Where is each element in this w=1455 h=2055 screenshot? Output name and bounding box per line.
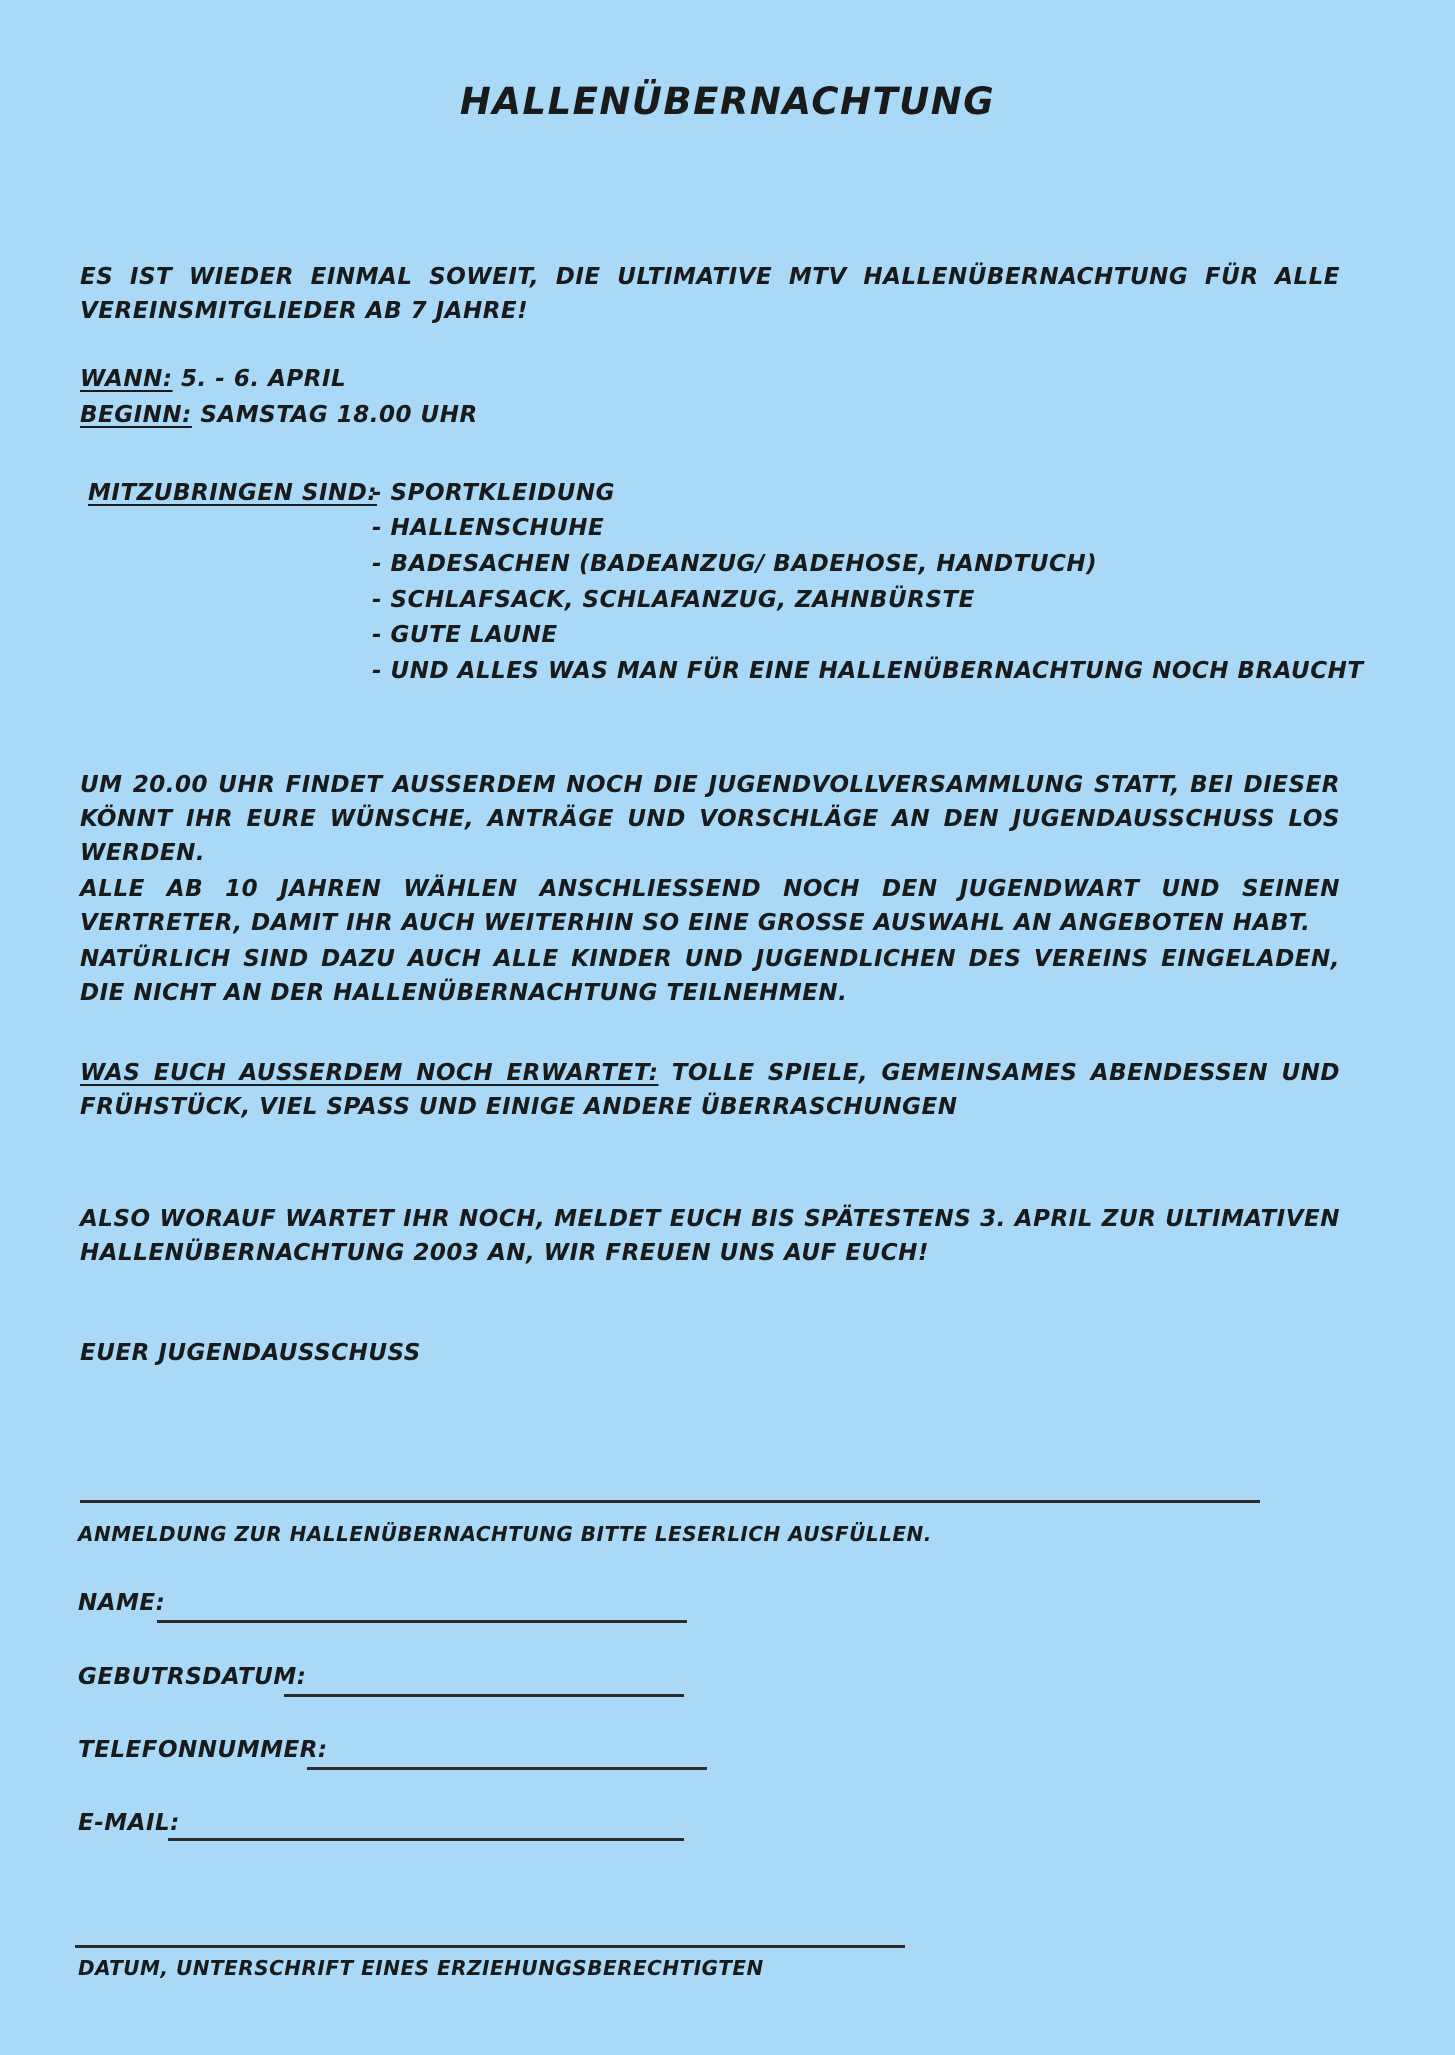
name-field[interactable] <box>157 1620 687 1623</box>
invitation-paragraph: NATÜRLICH SIND DAZU AUCH ALLE KINDER UND JUGENDLICHEN DES VEREINS EINGELADEN, DIE NICHT AN DER HALLENÜBERNACHTUNG TEILNEHMEN. <box>80 946 1340 1006</box>
signature-text: EUER JUGENDAUSSCHUSS <box>80 1340 421 1366</box>
start-line <box>80 402 478 428</box>
email-label: E-MAIL: <box>78 1810 180 1836</box>
intro-text: ES IST WIEDER EINMAL SOWEIT, DIE ULTIMATIVE MTV HALLENÜBERNACHTUNG FÜR ALLE VEREINSMITGLIEDER AB 7 JAHRE! <box>80 264 1340 324</box>
start-label: BEGINN: <box>80 402 192 428</box>
expect-label: WAS EUCH AUSSERDEM NOCH ERWARTET: <box>80 1060 659 1086</box>
bring-item: - BADESACHEN (BADEANZUG/ BADEHOSE, HANDTUCH) <box>372 551 1098 577</box>
bring-label: MITZUBRINGEN SIND: <box>88 480 378 506</box>
when-value: 5. - 6. APRIL <box>172 366 347 392</box>
birthdate-field[interactable] <box>284 1694 684 1697</box>
registration-note: ANMELDUNG ZUR HALLENÜBERNACHTUNG BITTE LESERLICH AUSFÜLLEN. <box>78 1522 932 1546</box>
election-paragraph: ALLE AB 10 JAHREN WÄHLEN ANSCHLIESSEND NOCH DEN JUGENDWART UND SEINEN VERTRETER, DAMIT IHR AUCH WEITERHIN SO EINE GROSSE AUSWAHL AN ANGEBOTEN HABT. <box>80 876 1340 936</box>
bring-item: - SPORTKLEIDUNG <box>372 480 616 506</box>
start-value: SAMSTAG 18.00 UHR <box>191 402 478 428</box>
closing-paragraph: ALSO WORAUF WARTET IHR NOCH, MELDET EUCH BIS SPÄTESTENS 3. APRIL ZUR ULTIMATIVEN HALLENÜBERNACHTUNG 2003 AN, WIR FREUEN UNS AUF EUCH! <box>80 1206 1340 1266</box>
bring-item: - GUTE LAUNE <box>372 622 558 648</box>
bring-item: - UND ALLES WAS MAN FÜR EINE HALLENÜBERNACHTUNG NOCH BRAUCHT <box>372 658 1364 684</box>
expect-value: TOLLE SPIELE, GEMEINSAMES ABENDESSEN UND FRÜHSTÜCK, VIEL SPASS UND EINIGE ANDERE ÜBERRASCHUNGEN <box>80 1060 1340 1120</box>
guardian-signature-line[interactable] <box>75 1945 905 1948</box>
email-field[interactable] <box>168 1838 684 1841</box>
when-line <box>80 366 346 392</box>
cut-line <box>80 1500 1260 1503</box>
name-label: NAME: <box>78 1590 166 1616</box>
when-label: WANN: <box>80 366 173 392</box>
phone-label: TELEFONNUMMER: <box>78 1737 328 1763</box>
bring-item: - HALLENSCHUHE <box>372 515 605 541</box>
guardian-signature-label: DATUM, UNTERSCHRIFT EINES ERZIEHUNGSBERECHTIGTEN <box>78 1956 764 1980</box>
birthdate-label: GEBUTRSDATUM: <box>78 1664 307 1690</box>
page-title: HALLENÜBERNACHTUNG <box>459 80 996 123</box>
phone-field[interactable] <box>307 1767 707 1770</box>
bring-item: - SCHLAFSACK, SCHLAFANZUG, ZAHNBÜRSTE <box>372 587 975 613</box>
expect-paragraph <box>80 1056 1340 1124</box>
assembly-paragraph: UM 20.00 UHR FINDET AUSSERDEM NOCH DIE JUGENDVOLLVERSAMMLUNG STATT, BEI DIESER KÖNNT IHR EURE WÜNSCHE, ANTRÄGE UND VORSCHLÄGE AN DEN JUGENDAUSSCHUSS LOS WERDEN. <box>80 772 1340 866</box>
